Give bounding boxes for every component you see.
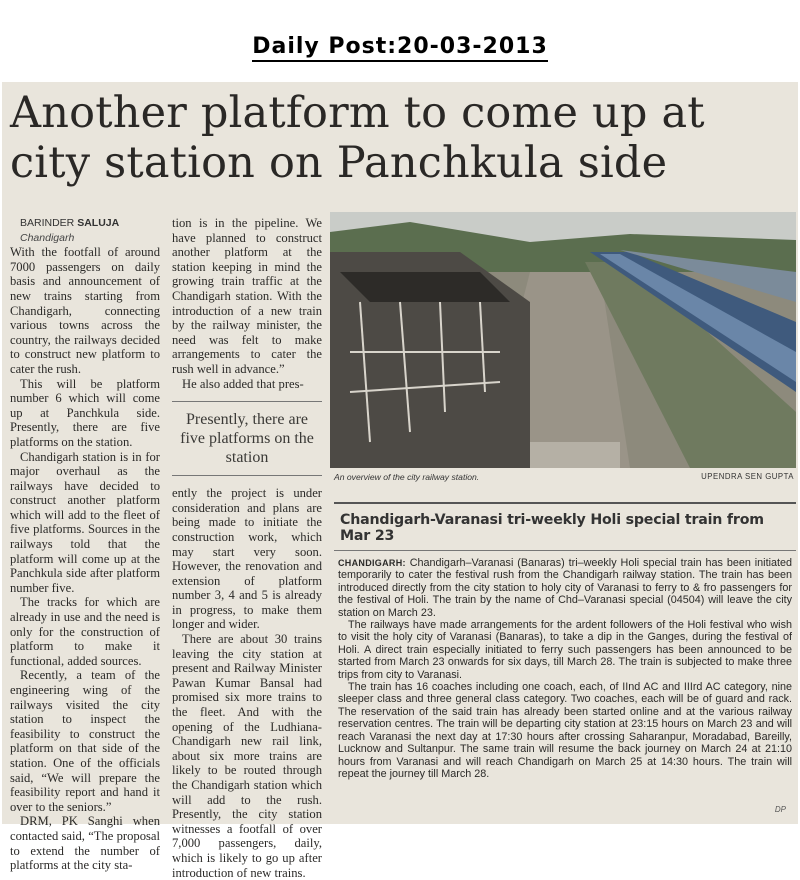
paragraph: Recently, a team of the engineering wing of the railways visited the city station to inspect the feasibility to construct the platform on that side of the station. One of the officials said, “We will prepare the feasibility report and hand it over to the seniors.” [10,668,160,814]
byline-place: Chandigarh [20,231,75,244]
sidebar-body [334,557,796,780]
sidebar-title: Chandigarh-Varanasi tri-weekly Holi special train from Mar 23 [340,512,764,544]
photo-credit: UPENDRA SEN GUPTA [701,472,794,481]
byline-first: BARINDER [20,217,75,229]
paragraph: He also added that pres- [182,376,304,391]
paragraph: The tracks for which are already in use and the need is only for the construction of platform to make it functional, added sources. [10,595,160,668]
paragraph: The railways have made arrangements for the ardent followers of the Holi festival who wish to visit the holy city of Varanasi (Banaras), to take a dip in the Ganges, during the festival of Holi. A direct train especially initiated to ferry such passengers has been announced to be started from March 23 onwards for six days, till March 28. The train is subjected to make three trips from city to Varanasi. [338,619,792,681]
pull-quote: Presently, there are five platforms on the station [172,401,322,476]
paragraph: Chandigarh station is in for major overhaul as the railways have decided to construct another platform which will add to the fleet of five platforms. Sources in the railways told that the platform will come up at the Panchkula side after platform number five. [10,449,160,595]
masthead [0,34,800,59]
sidebar-story [334,502,796,822]
article-column-2 [172,216,322,880]
byline [10,216,160,231]
paragraph: The train has 16 coaches including one coach, each, of IInd AC and IIIrd AC category, nine sleeper class and three general class category. Two coaches, each will be of guard and rack. The reservation of the said train has already been started online and at the various railway reservation centres. The train will be departing city station at 23:15 hours on March 23 and will reach Varanasi the next day at 17:30 hours after crossing Saharanpur, Moradabad, Bareilly, Lucknow and Sultanpur. The same train will resume the back journey on March 24 at 21:10 hours from Varanasi and will reach Chandigarh on March 25 at 14:30 hours. The train will repeat the journey till March 28. [338,681,792,780]
photo-caption-row [334,472,794,482]
signature: DP [774,805,786,814]
paragraph [338,557,792,619]
paragraph: DRM, PK Sanghi when contacted said, “The proposal to extend the number of platforms at the city sta- [10,814,160,873]
station-photo-image [330,212,796,468]
headline: Another platform to come up at city station on Panchkula side [10,88,705,188]
paragraph: This will be platform number 6 which will come up at Panchkula side. Presently, there are five platforms on the station. [10,376,160,449]
paragraph: tion is in the pipeline. We have planned to construct another platform at the station keeping in mind the growing train traffic at the Chandigarh station. With the introduction of a new train by the railway minister, the need was felt to make arrangements to cater the rush well in advance.” [172,216,322,376]
byline-last: SALUJA [77,217,120,229]
newspaper-clipping [2,82,798,880]
paragraph-text: Chandigarh–Varanasi (Banaras) tri–weekly Holi special train has been initiated temporarily to cater the festival rush from the Chandigarh railway station. The train has been introduced directly from the city station to holy city of Varanasi to ferry to & fro passengers for the festival of Holi. The train by the name of Chd–Varanasi special (04504) will leave the city station on March 23. [338,557,792,619]
paragraph: There are about 30 trains leaving the city station at present and Railway Minister Pawan Kumar Bansal had promised six more trains to the fleet. And with the opening of the Ludhiana-Chandigarh new rail link, about six more trains are likely to be routed through the Chandigarh station which will add to the rush. Presently, the city station witnesses a footfall of over 7,000 passengers, daily, which is likely to go up after introduction of new trains. [172,632,322,880]
article-column-1 [10,216,160,873]
dateline: CHANDIGARH: [338,558,406,568]
station-photo [330,212,796,468]
masthead-text: Daily Post:20-03-2013 [252,34,548,62]
paragraph: With the footfall of around 7000 passengers on daily basis and announcement of new trains starting from Chandigarh, connecting various towns across the country, the railways decided to construct new platform to cater the rush. [10,245,160,376]
paragraph: ently the project is under consideration and plans are being made to initiate the construction work, which may start very soon. However, the renovation and extension of platform number 3, 4 and 5 is already in progress, to make them longer and wider. [172,486,322,632]
divider [334,550,796,551]
photo-caption: An overview of the city railway station. [334,472,480,482]
